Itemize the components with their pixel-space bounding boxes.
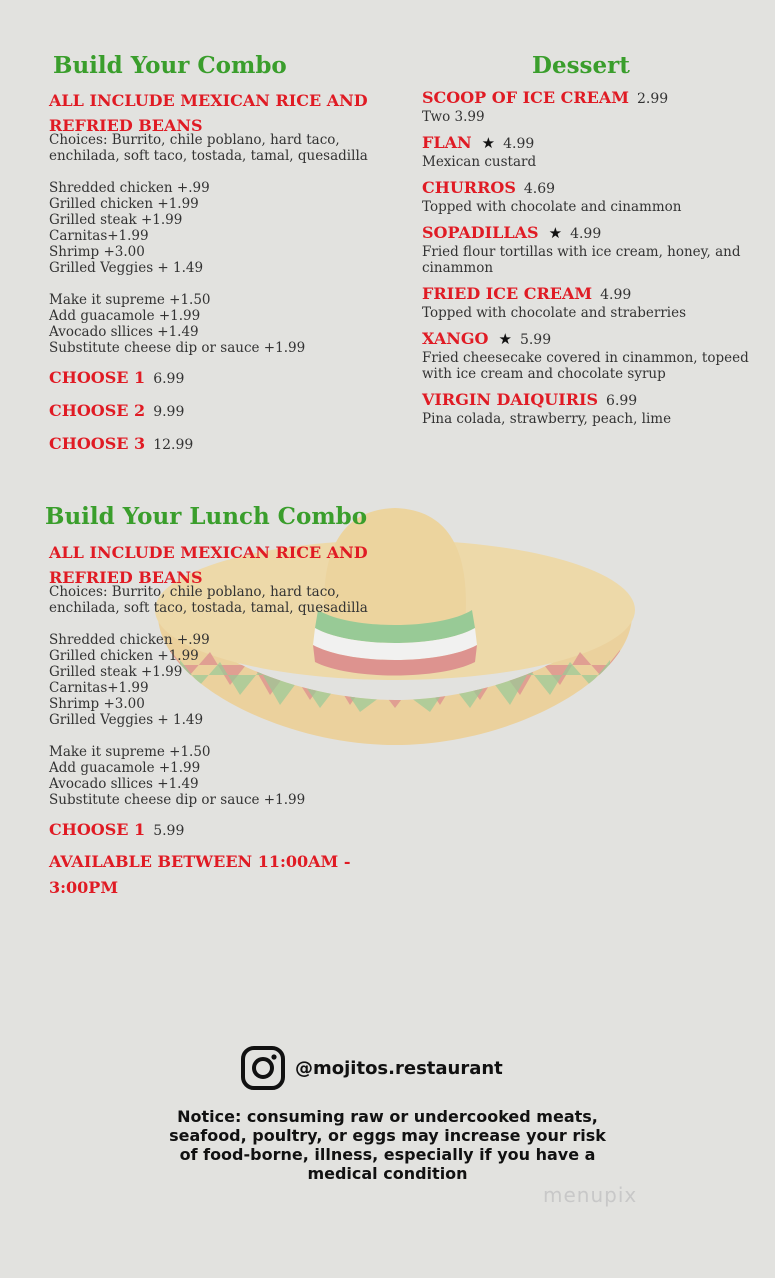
- dessert-item: [422, 284, 752, 321]
- lunch-protein: Grilled chicken +1.99: [49, 648, 199, 664]
- dessert-item-desc: Topped with chocolate and straberries: [422, 305, 687, 321]
- combo-protein: Grilled Veggies + 1.49: [49, 260, 204, 276]
- lunch-available-line1: AVAILABLE BETWEEN 11:00AM -: [49, 852, 351, 871]
- lunch-protein: Grilled steak +1.99: [49, 664, 183, 680]
- dessert-item-name: FRIED ICE CREAM: [422, 284, 593, 303]
- dessert-item-desc: Two 3.99: [422, 109, 485, 125]
- lunch-title: Build Your Lunch Combo: [45, 503, 368, 530]
- combo-title: Build Your Combo: [53, 52, 287, 79]
- combo-protein: Shrimp +3.00: [49, 244, 145, 260]
- combo-protein: Grilled chicken +1.99: [49, 196, 199, 212]
- dessert-item-desc: Fried cheesecake covered in cinammon, topeed with ice cream and chocolate syrup: [422, 350, 749, 382]
- star-icon: ★: [548, 224, 563, 242]
- choose-price: 6.99: [153, 371, 185, 387]
- dessert-item-desc: Mexican custard: [422, 154, 537, 170]
- lunch-choose-1: [49, 820, 385, 839]
- choose-price: 5.99: [153, 823, 185, 839]
- dessert-item-price: 4.99: [570, 226, 602, 242]
- dessert-item-name: FLAN: [422, 133, 472, 152]
- star-icon: ★: [481, 134, 496, 152]
- dessert-item-desc: Pina colada, strawberry, peach, lime: [422, 411, 672, 427]
- dessert-item-name: SCOOP OF ICE CREAM: [422, 88, 629, 107]
- dessert-item: [422, 390, 752, 427]
- choose-label: CHOOSE 1: [49, 820, 146, 839]
- food-safety-notice: [140, 1107, 635, 1183]
- combo-section: [49, 52, 389, 453]
- dessert-item: [422, 133, 752, 170]
- lunch-protein: Grilled Veggies + 1.49: [49, 712, 204, 728]
- lunch-addon: Add guacamole +1.99: [49, 760, 201, 776]
- dessert-item-name: SOPADILLAS: [422, 223, 539, 242]
- combo-addon: Add guacamole +1.99: [49, 308, 201, 324]
- combo-choices-line2: enchilada, soft taco, tostada, tamal, quesadilla: [49, 148, 368, 164]
- lunch-choices-line2: enchilada, soft taco, tostada, tamal, quesadilla: [49, 600, 368, 616]
- dessert-item: [422, 88, 752, 125]
- combo-protein: Shredded chicken +.99: [49, 180, 210, 196]
- combo-protein: Carnitas+1.99: [49, 228, 149, 244]
- dessert-item: [422, 329, 752, 382]
- combo-choose-1: [49, 368, 389, 387]
- lunch-section: [45, 503, 385, 901]
- dessert-section: [422, 52, 752, 435]
- notice-line: Notice: consuming raw or undercooked meats,: [177, 1107, 598, 1126]
- dessert-item-price: 6.99: [606, 393, 638, 409]
- star-icon: ★: [498, 330, 512, 348]
- instagram-icon: [240, 1045, 286, 1091]
- lunch-protein: Shrimp +3.00: [49, 696, 145, 712]
- dessert-item: [422, 223, 752, 276]
- lunch-choices-line1: Choices: Burrito, chile poblano, hard taco,: [49, 584, 340, 600]
- dessert-item-price: 2.99: [636, 91, 669, 107]
- dessert-item-name: VIRGIN DAIQUIRIS: [422, 390, 599, 409]
- lunch-protein: Shredded chicken +.99: [49, 632, 210, 648]
- dessert-item-price: 4.99: [600, 287, 632, 303]
- combo-include-line2: REFRIED BEANS: [49, 116, 203, 135]
- notice-line: seafood, poultry, or eggs may increase your risk: [169, 1126, 606, 1145]
- combo-addon: Substitute cheese dip or sauce +1.99: [49, 340, 306, 356]
- dessert-item-desc: Topped with chocolate and cinammon: [422, 199, 682, 215]
- lunch-addon: Avocado sllices +1.49: [49, 776, 199, 792]
- choose-label: CHOOSE 1: [49, 368, 146, 387]
- combo-addon: Avocado sllices +1.49: [49, 324, 199, 340]
- combo-choices-line1: Choices: Burrito, chile poblano, hard taco,: [49, 132, 340, 148]
- lunch-include-line1: ALL INCLUDE MEXICAN RICE AND: [49, 543, 368, 562]
- lunch-include-line2: REFRIED BEANS: [49, 568, 203, 587]
- lunch-addon: Substitute cheese dip or sauce +1.99: [49, 792, 306, 808]
- dessert-item-price: 5.99: [519, 332, 552, 348]
- dessert-item-name: XANGO: [422, 329, 489, 348]
- combo-choose-2: [49, 401, 389, 420]
- combo-addon: Make it supreme +1.50: [49, 292, 211, 308]
- notice-line: of food-borne, illness, especially if you have a: [179, 1145, 596, 1164]
- dessert-item-price: 4.99: [503, 136, 535, 152]
- watermark-logo: menupix: [543, 1183, 638, 1207]
- combo-choose-3: [49, 434, 389, 453]
- combo-include-line1: ALL INCLUDE MEXICAN RICE AND: [49, 91, 368, 110]
- dessert-item-desc: Fried flour tortillas with ice cream, honey, and cinammon: [422, 244, 741, 276]
- dessert-item-name: CHURROS: [422, 178, 516, 197]
- notice-line: medical condition: [307, 1164, 468, 1183]
- choose-price: 9.99: [153, 404, 185, 420]
- choose-label: CHOOSE 2: [49, 401, 146, 420]
- choose-label: CHOOSE 3: [49, 434, 146, 453]
- instagram-row: [240, 1045, 503, 1091]
- combo-protein: Grilled steak +1.99: [49, 212, 183, 228]
- lunch-protein: Carnitas+1.99: [49, 680, 149, 696]
- dessert-item: [422, 178, 752, 215]
- choose-price: 12.99: [153, 437, 194, 453]
- lunch-addon: Make it supreme +1.50: [49, 744, 211, 760]
- dessert-item-price: 4.69: [523, 181, 556, 197]
- lunch-available-line2: 3:00PM: [49, 878, 119, 897]
- instagram-handle[interactable]: @mojitos.restaurant: [295, 1057, 503, 1079]
- dessert-title: Dessert: [532, 52, 630, 79]
